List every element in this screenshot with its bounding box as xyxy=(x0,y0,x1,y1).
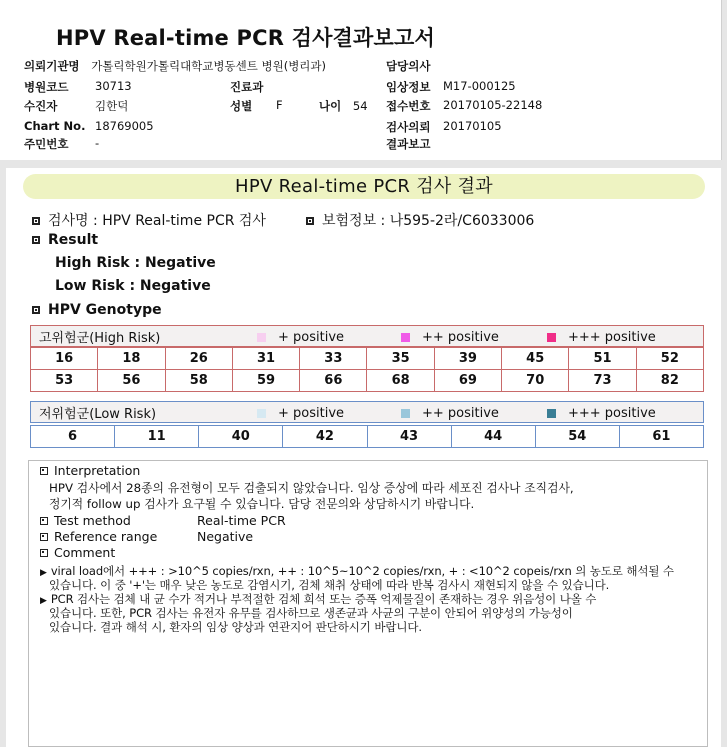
bullet-square-icon xyxy=(40,517,48,525)
insurance-line: 보험정보 : 나595-2라/C6033006 xyxy=(306,210,534,230)
genotype-cell: 61 xyxy=(619,426,703,448)
sex-value: F xyxy=(276,98,283,112)
receipt-no-field: 접수번호 xyxy=(386,99,431,113)
bullet-square-icon xyxy=(32,236,40,244)
genotype-cell: 70 xyxy=(502,370,569,392)
genotype-cell: 42 xyxy=(283,426,367,448)
genotype-cell: 52 xyxy=(636,348,703,370)
arrow-right-icon: ▶ xyxy=(40,596,47,606)
genotype-cell: 11 xyxy=(115,426,199,448)
result-heading: Result xyxy=(32,232,98,248)
legend-swatch xyxy=(401,409,410,418)
genotype-cell: 35 xyxy=(367,348,434,370)
bullet-square-icon xyxy=(40,467,48,475)
patient-field: 수진자 xyxy=(24,99,58,113)
genotype-cell: 26 xyxy=(165,348,232,370)
test-name-line: 검사명 : HPV Real-time PCR 검사 xyxy=(32,210,266,230)
table-row xyxy=(31,348,704,370)
genotype-cell: 16 xyxy=(31,348,98,370)
genotype-cell: 59 xyxy=(232,370,299,392)
legend-plus: + positive xyxy=(257,330,344,345)
interpretation-text-2: 정기적 follow up 검사가 요구될 수 있습니다. 담당 전문의와 상담하시기 바랍니다. xyxy=(49,497,475,511)
result-sheet xyxy=(6,168,721,747)
interpretation-heading: Interpretation xyxy=(40,463,140,478)
comment-line-3: ▶ PCR 검사는 검체 내 균 수가 적거나 부적절한 검체 희석 또는 증폭 억제물질이 존재하는 경우 위음성이 나올 수 xyxy=(40,592,597,606)
low-risk-header: 저위험군(Low Risk) + positive ++ positive +++ positive xyxy=(30,401,704,423)
legend-plus-plus: ++ positive xyxy=(401,330,499,345)
interpretation-box xyxy=(28,460,708,747)
bullet-square-icon xyxy=(32,217,40,225)
clinical-info-value: M17-000125 xyxy=(443,79,516,93)
genotype-cell: 69 xyxy=(434,370,501,392)
test-date-value: 20170105 xyxy=(443,119,502,133)
genotype-cell: 56 xyxy=(98,370,165,392)
interpretation-text-1: HPV 검사에서 28종의 유전형이 모두 검출되지 않았습니다. 임상 증상에 따라 세포진 검사나 조직검사, xyxy=(49,481,574,495)
legend-plus-plus-plus: +++ positive xyxy=(547,330,656,345)
age-field: 나이 54 xyxy=(319,99,368,113)
genotype-cell: 43 xyxy=(367,426,451,448)
low-risk-genotype-table xyxy=(30,425,704,448)
legend-swatch xyxy=(257,333,266,342)
arrow-right-icon: ▶ xyxy=(40,568,47,578)
genotype-cell: 45 xyxy=(502,348,569,370)
bullet-square-icon xyxy=(306,217,314,225)
genotype-cell: 51 xyxy=(569,348,636,370)
department-field: 진료과 xyxy=(230,80,264,94)
genotype-heading: HPV Genotype xyxy=(32,302,162,318)
comment-line-1: ▶ viral load에서 +++ : >10^5 copies/rxn, ++ : 10^5~10^2 copies/rxn, + : <10^2 copeis/rxn 의 농도로 해석될 수 xyxy=(40,564,674,578)
bullet-square-icon xyxy=(40,533,48,541)
chart-no-field: Chart No. xyxy=(24,119,86,133)
comment-line-4: 있습니다. 또한, PCR 검사는 유전자 유무를 검사하므로 생존균과 사균의 구분이 안되어 위양성의 가능성이 xyxy=(49,606,573,620)
genotype-cell: 6 xyxy=(31,426,115,448)
bullet-square-icon xyxy=(32,306,40,314)
genotype-cell: 31 xyxy=(232,348,299,370)
chart-no-value: 18769005 xyxy=(95,119,154,133)
high-risk-header: 고위험군(High Risk) + positive ++ positive +++ positive xyxy=(30,325,704,347)
report-title: HPV Real-time PCR 검사결과보고서 xyxy=(56,26,435,50)
legend-plus-plus-plus: +++ positive xyxy=(547,406,656,421)
legend-swatch xyxy=(547,333,556,342)
legend-plus-plus: ++ positive xyxy=(401,406,499,421)
genotype-cell: 54 xyxy=(535,426,619,448)
table-row xyxy=(31,426,704,448)
hospital-code-value: 30713 xyxy=(95,79,132,93)
genotype-cell: 33 xyxy=(300,348,367,370)
clinical-info-field: 임상정보 xyxy=(386,80,431,94)
legend-swatch xyxy=(257,409,266,418)
genotype-cell: 66 xyxy=(300,370,367,392)
comment-heading: Comment xyxy=(40,545,115,560)
test-method-value: Real-time PCR xyxy=(197,513,286,528)
sex-field: 성별 xyxy=(230,99,253,113)
table-row xyxy=(31,370,704,392)
genotype-cell: 82 xyxy=(636,370,703,392)
bullet-square-icon xyxy=(40,549,48,557)
result-banner: HPV Real-time PCR 검사 결과 xyxy=(23,174,705,199)
genotype-cell: 53 xyxy=(31,370,98,392)
receipt-no-value: 20170105-22148 xyxy=(443,98,543,112)
test-date-field: 검사의뢰 xyxy=(386,120,431,134)
legend-plus: + positive xyxy=(257,406,344,421)
patient-value: 김한덕 xyxy=(95,99,129,113)
resident-no-field: 주민번호 xyxy=(24,137,69,151)
genotype-cell: 44 xyxy=(451,426,535,448)
reference-range-value: Negative xyxy=(197,529,254,544)
institution-field: 의뢰기관명 가톨릭학원가톨릭대학교병동센트 병원(병리과) xyxy=(24,59,327,73)
high-risk-result: High Risk : Negative xyxy=(55,255,216,271)
genotype-cell: 73 xyxy=(569,370,636,392)
resident-no-value: - xyxy=(95,136,100,150)
test-method-line: Test method xyxy=(40,513,131,528)
genotype-cell: 68 xyxy=(367,370,434,392)
hospital-code-field: 병원코드 xyxy=(24,80,69,94)
comment-line-2: 있습니다. 이 중 '+'는 매우 낮은 농도로 감염시기, 검체 채취 상태에 따라 반복 검사시 재현되지 않을 수 있습니다. xyxy=(49,578,610,592)
genotype-cell: 58 xyxy=(165,370,232,392)
genotype-cell: 40 xyxy=(199,426,283,448)
report-header xyxy=(0,0,722,160)
legend-swatch xyxy=(547,409,556,418)
reference-range-line: Reference range xyxy=(40,529,157,544)
legend-swatch xyxy=(401,333,410,342)
report-field: 결과보고 xyxy=(386,137,431,151)
comment-line-5: 있습니다. 결과 해석 시, 환자의 임상 양상과 연관지어 판단하시기 바랍니다. xyxy=(49,620,422,634)
genotype-cell: 18 xyxy=(98,348,165,370)
genotype-cell: 39 xyxy=(434,348,501,370)
attending-field: 담당의사 xyxy=(386,59,431,73)
low-risk-result: Low Risk : Negative xyxy=(55,278,211,294)
high-risk-genotype-table xyxy=(30,347,704,392)
